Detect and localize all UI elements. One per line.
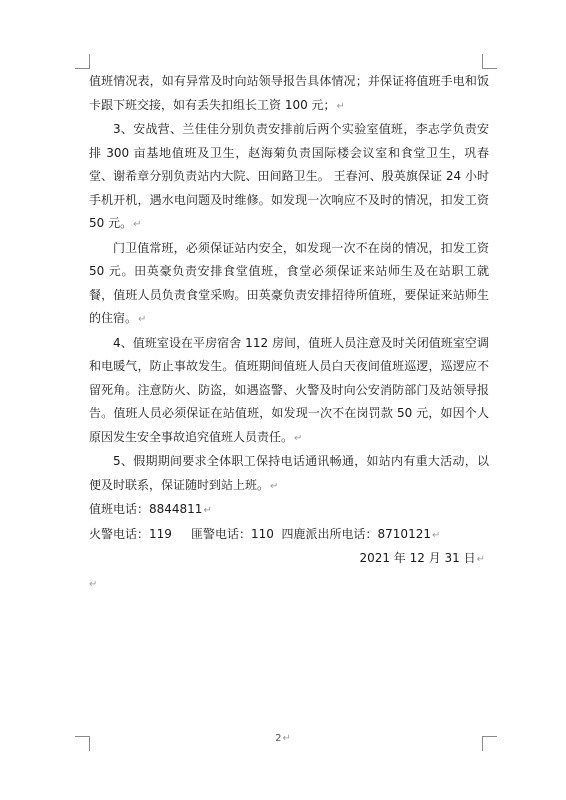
- paragraph-holiday-contact: [89, 450, 489, 498]
- paragraph-mark-icon: ↵: [203, 505, 212, 516]
- paragraph-text: 3、安战营、兰佳佳分别负责安排前后两个实验室值班，李志学负责安排 300 亩基地值班及卫生，赵海菊负责国际楼会议室和食堂卫生，巩春堂、谢希章分别负责站内大院、田间路卫生。 王春河、殷英旗保证 24 小时手机开机，遇水电问题及时维修。如发现一次响应不及时的情况，扣发工资 50 元。: [89, 122, 489, 230]
- page-number-value: 2: [275, 733, 282, 744]
- paragraph-mark-icon: ↵: [294, 432, 303, 444]
- station-police-phone: 四鹿派出所电话：8710121: [281, 526, 431, 541]
- paragraph-mark-icon: ↵: [133, 219, 142, 230]
- paragraph-duty-room: [89, 332, 489, 451]
- paragraph-duty-handover: [89, 70, 489, 118]
- paragraph-text: 门卫值常班，必须保证站内安全，如发现一次不在岗的情况，扣发工资 50 元。田英豪负责安排食堂值班，食堂必须保证来站师生及在站职工就餐，值班人员负责食堂采购。田英豪负责安排招待所值班，要保证来站师生的住宿。: [89, 240, 489, 325]
- paragraph-mark-icon: ↵: [336, 100, 345, 112]
- fire-phone: 火警电话：119: [89, 526, 172, 541]
- empty-paragraph: [89, 572, 489, 597]
- paragraph-mark-icon: ↵: [270, 480, 279, 492]
- paragraph-mark-icon: ↵: [431, 529, 441, 541]
- paragraph-gate-and-canteen: [89, 237, 489, 332]
- date-line: [89, 547, 489, 572]
- emergency-phones-line: [89, 523, 489, 548]
- duty-phone-line: [89, 498, 489, 523]
- paragraph-mark-icon: ↵: [476, 554, 485, 565]
- paragraph-lab-and-hygiene: [89, 118, 489, 237]
- page-number: [0, 733, 566, 744]
- crop-mark-top-right: [482, 54, 497, 69]
- duty-phone: 值班电话：8844811: [89, 502, 203, 516]
- document-body[interactable]: [89, 70, 489, 596]
- police-phone: 匪警电话：110: [190, 526, 274, 541]
- paragraph-text: 5、假期期间要求全体职工保持电话通讯畅通，如站内有重大活动，以便及时联系，保证随时到站上班。: [89, 454, 489, 492]
- paragraph-mark-icon: ↵: [89, 578, 98, 590]
- paragraph-text: 值班情况表，如有异常及时向站领导报告具体情况；并保证将值班手电和饭卡跟下班交接，如有丢失扣组长工资 100 元；: [89, 74, 489, 112]
- paragraph-mark-icon: ↵: [282, 733, 291, 744]
- paragraph-text: 4、值班室设在平房宿舍 112 房间，值班人员注意及时关闭值班室空调和电暖气，防止事故发生。值班期间值班人员白天夜间值班巡逻，巡逻应不留死角。注意防火、防盗，如遇盗警、火警及时向公安消防部门及站领导报告。值班人员必须保证在站值班，如发现一次不在岗罚款 50 元，如因个人原因发生安全事故追究值班人员责任。: [89, 335, 489, 444]
- document-date: 2021 年 12 月 31 日: [359, 551, 476, 565]
- paragraph-mark-icon: ↵: [138, 314, 147, 325]
- crop-mark-top-left: [75, 54, 90, 69]
